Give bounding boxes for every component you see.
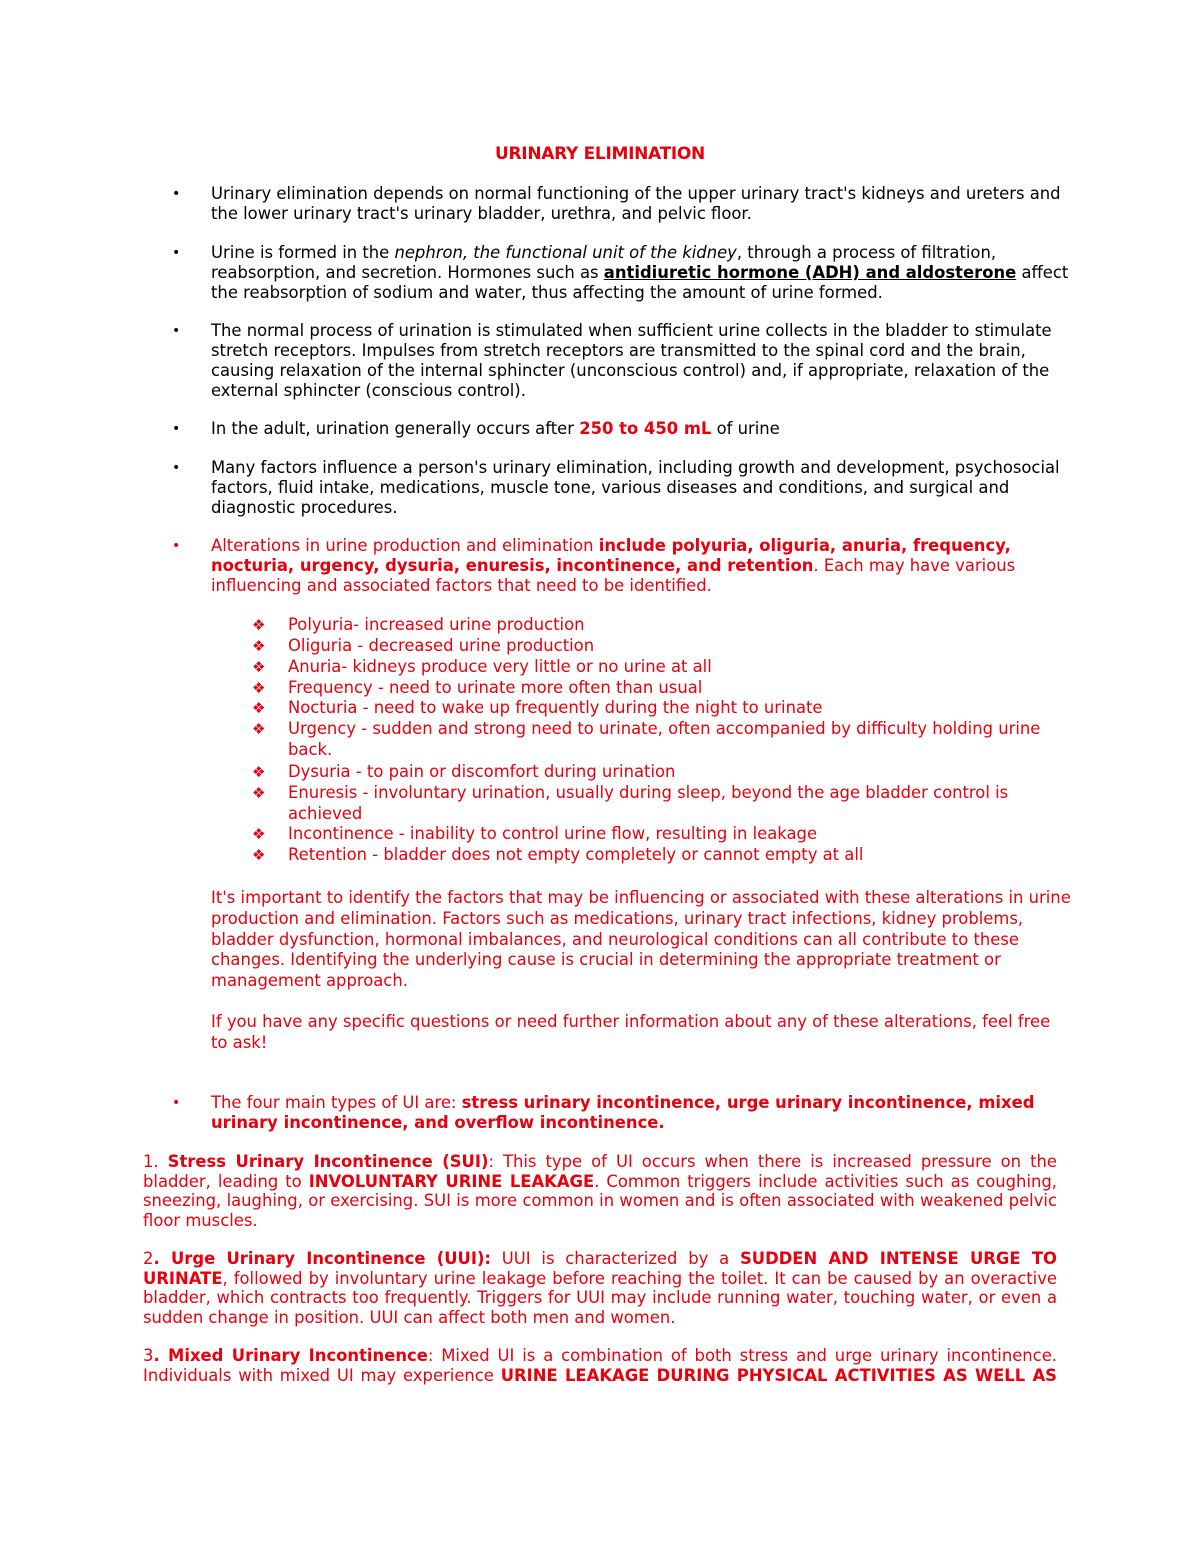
diamond-bullet-icon: ❖ bbox=[252, 846, 266, 864]
alteration-item: Dysuria - to pain or discomfort during urination bbox=[288, 762, 676, 781]
text-run: In the adult, urination generally occurs after bbox=[211, 419, 580, 438]
alteration-item: Frequency - need to urinate more often than usual bbox=[288, 678, 703, 697]
bullet-text-4 bbox=[211, 419, 1071, 439]
text-run: . Common triggers include activities such as coughing, sneezing, laughing, or exercising. SUI is more common in women and is often associated with weakened pelvic floor muscles. bbox=[143, 1171, 1058, 1230]
item-number: 2 bbox=[143, 1249, 154, 1268]
item-heading: . Urge Urinary Incontinence (UUI): bbox=[153, 1249, 491, 1268]
alteration-item: Polyuria- increased urine production bbox=[288, 615, 585, 634]
item-number: 1. bbox=[143, 1152, 168, 1171]
stress-ui-paragraph bbox=[143, 1152, 1057, 1230]
alteration-item: Incontinence - inability to control urine flow, resulting in leakage bbox=[288, 824, 818, 843]
bullet-icon: • bbox=[172, 460, 181, 476]
item-emphasis: INVOLUNTARY URINE LEAKAGE bbox=[308, 1171, 595, 1191]
volume-highlight: 250 to 450 mL bbox=[579, 419, 712, 438]
alteration-item: Anuria- kidneys produce very little or no urine at all bbox=[288, 657, 712, 676]
text-run: of urine bbox=[711, 419, 780, 438]
alteration-item: Urgency - sudden and strong need to urinate, often accompanied by difficulty holding urine back. bbox=[288, 719, 1041, 759]
bullet-icon: • bbox=[172, 421, 181, 437]
document-title: URINARY ELIMINATION bbox=[495, 144, 705, 164]
ui-types-bullet bbox=[211, 1093, 1071, 1133]
bullet-text-1: Urinary elimination depends on normal functioning of the upper urinary tract's kidneys and ureters and the lower urinary tract's urinary bladder, urethra, and pelvic floor. bbox=[211, 184, 1061, 223]
diamond-bullet-icon: ❖ bbox=[252, 784, 266, 802]
text-run: . Each may have various influencing and associated factors that need to be identified. bbox=[211, 556, 1016, 595]
nephron-definition: nephron, the functional unit of the kidney bbox=[394, 243, 737, 262]
bullet-icon: • bbox=[172, 538, 181, 554]
urge-ui-paragraph bbox=[143, 1249, 1057, 1327]
item-emphasis: URINE LEAKAGE DURING PHYSICAL ACTIVITIES AS WELL AS bbox=[500, 1365, 1057, 1385]
bullet-text-6 bbox=[211, 536, 1071, 596]
alteration-item: Oliguria - decreased urine production bbox=[288, 636, 595, 655]
factors-paragraph: It's important to identify the factors that may be influencing or associated with these alterations in urine production and elimination. Factors such as medications, urinary tract infections, kidney problems, bladder dysfunction, hormonal imbalances, and neurological conditions can all contribute to these changes. Identifying the underlying cause is crucial in determining the appropriate treatment or management approach. bbox=[211, 888, 1071, 991]
diamond-bullet-icon: ❖ bbox=[252, 720, 266, 738]
questions-paragraph: If you have any specific questions or need further information about any of these alterations, feel free to ask! bbox=[211, 1012, 1051, 1052]
bullet-icon: • bbox=[172, 323, 181, 339]
diamond-bullet-icon: ❖ bbox=[252, 637, 266, 655]
alteration-item: Enuresis - involuntary urination, usually during sleep, beyond the age bladder control is achieved bbox=[288, 783, 1009, 823]
hormones-emphasis: antidiuretic hormone (ADH) and aldosterone bbox=[603, 263, 1017, 282]
bullet-text-2 bbox=[211, 243, 1071, 303]
bullet-icon: • bbox=[172, 186, 181, 202]
diamond-bullet-icon: ❖ bbox=[252, 763, 266, 781]
text-run: : This type of UI occurs when there is increased pressure on the bladder, leading to bbox=[143, 1152, 1057, 1191]
item-heading: . Mixed Urinary Incontinence bbox=[153, 1346, 428, 1365]
text-run: Urine is formed in the bbox=[211, 243, 395, 262]
text-run: Alterations in urine production and elimination bbox=[211, 536, 599, 555]
alteration-item: Nocturia - need to wake up frequently during the night to urinate bbox=[288, 698, 823, 717]
alteration-item: Retention - bladder does not empty completely or cannot empty at all bbox=[288, 845, 864, 864]
diamond-bullet-icon: ❖ bbox=[252, 679, 266, 697]
bullet-icon: • bbox=[172, 1095, 181, 1111]
diamond-bullet-icon: ❖ bbox=[252, 616, 266, 634]
bullet-text-5: Many factors influence a person's urinary elimination, including growth and development, psychosocial factors, fluid intake, medications, muscle tone, various diseases and conditions, and surgical and diagnostic procedures. bbox=[211, 458, 1060, 517]
text-run: , through a process of filtration, reabsorption, and secretion. Hormones such as bbox=[211, 243, 997, 282]
text-run: affect the reabsorption of sodium and water, thus affecting the amount of urine formed. bbox=[211, 263, 1069, 302]
alterations-list-emphasis: include polyuria, oliguria, anuria, frequency, nocturia, urgency, dysuria, enuresis, incontinence, and retention bbox=[211, 536, 1011, 575]
text-run: : Mixed UI is a combination of both stress and urge urinary incontinence. Individuals with mixed UI may experience bbox=[143, 1346, 1057, 1385]
ui-types-emphasis: stress urinary incontinence, urge urinary incontinence, mixed urinary incontinence, and overflow incontinence. bbox=[211, 1093, 1035, 1132]
mixed-ui-paragraph bbox=[143, 1346, 1057, 1385]
diamond-bullet-icon: ❖ bbox=[252, 825, 266, 843]
item-heading: Stress Urinary Incontinence (SUI) bbox=[167, 1152, 489, 1171]
text-run: The four main types of UI are: bbox=[211, 1093, 462, 1112]
diamond-bullet-icon: ❖ bbox=[252, 658, 266, 676]
item-number: 3 bbox=[143, 1346, 154, 1365]
bullet-text-3: The normal process of urination is stimulated when sufficient urine collects in the bladder to stimulate stretch receptors. Impulses from stretch receptors are transmitted to the spinal cord and the brain, causing relaxation of the internal sphincter (unconscious control) and, if appropriate, relaxation of the external sphincter (conscious control). bbox=[211, 321, 1052, 400]
bullet-icon: • bbox=[172, 245, 181, 261]
item-emphasis: SUDDEN AND INTENSE URGE TO URINATE bbox=[143, 1249, 1057, 1288]
diamond-bullet-icon: ❖ bbox=[252, 699, 266, 717]
text-run: , followed by involuntary urine leakage before reaching the toilet. It can be caused by an overactive bladder, which contracts too frequently. Triggers for UUI may include running water, touching water, or even a sudden change in position. UUI can affect both men and women. bbox=[143, 1268, 1057, 1327]
text-run: UUI is characterized by a bbox=[490, 1249, 740, 1268]
